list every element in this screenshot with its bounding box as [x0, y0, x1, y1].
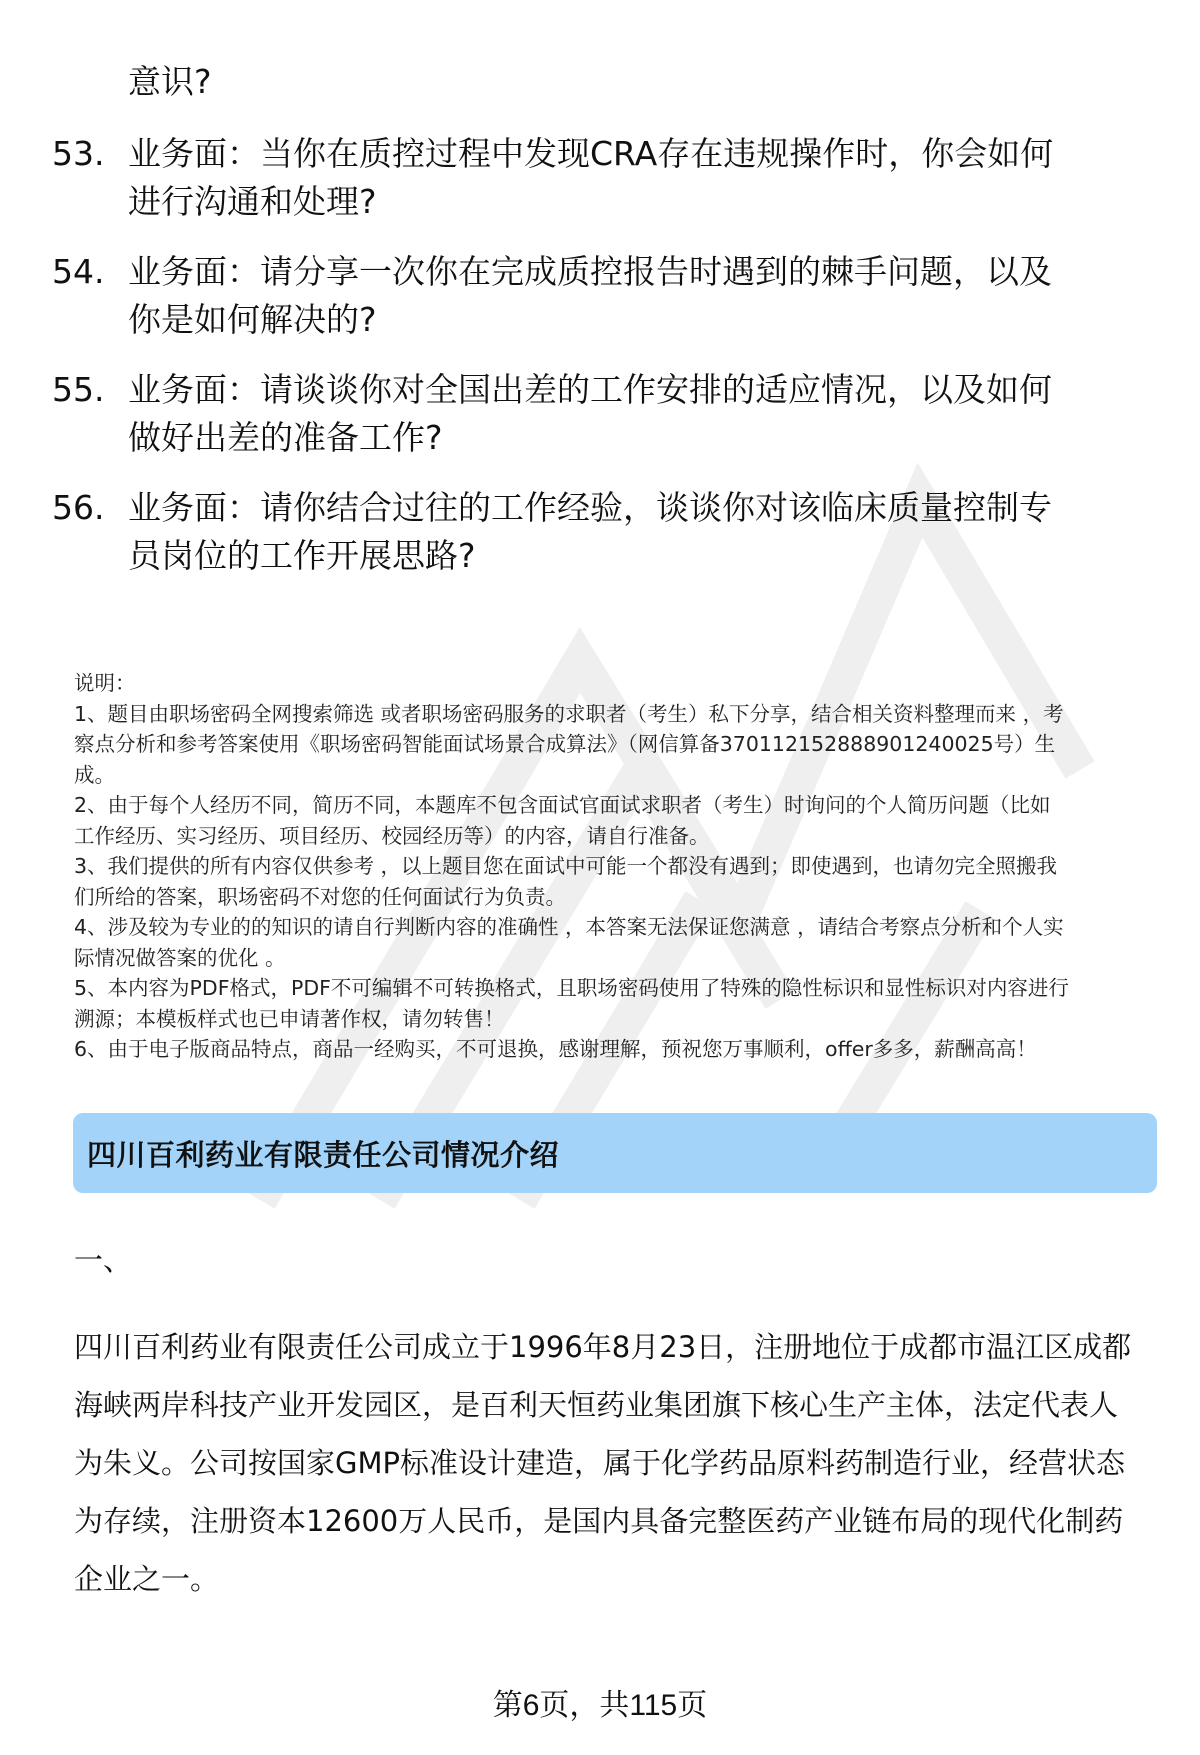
question-number: 53.: [52, 134, 105, 173]
subsection-marker: 一、: [74, 1243, 133, 1277]
notes-title: 说明：: [74, 671, 136, 695]
company-intro-paragraph: [74, 1318, 1164, 1608]
question-number: 54.: [52, 252, 105, 291]
question-item-54: [52, 248, 1142, 344]
section-header: [73, 1113, 1157, 1193]
intro-line: 四川百利药业有限责任公司成立于1996年8月23日，注册地位于成都市温江区成都: [74, 1330, 1132, 1364]
note-line: 溯源；本模板样式也已申请著作权，请勿转售！: [74, 1006, 505, 1031]
page-number-footer: 第6页，共115页: [492, 1689, 708, 1722]
note-line: 们所给的答案，职场密码不对您的任何面试行为负责。: [74, 884, 566, 909]
note-line: 2、由于每个人经历不同，简历不同，本题库不包含面试官面试求职者（考生）时询问的个人简历问题（比如: [74, 793, 1051, 817]
intro-line: 海峡两岸科技产业开发园区，是百利天恒药业集团旗下核心生产主体，法定代表人: [74, 1388, 1119, 1422]
note-line: 4、涉及较为专业的的知识的请自行判断内容的准确性 ，本答案无法保证您满意 ，请结合考察点分析和个人实: [74, 915, 1064, 939]
question-text: 业务面：请谈谈你对全国出差的工作安排的适应情况，以及如何 做好出差的准备工作?: [128, 370, 1052, 457]
section-title: 四川百利药业有限责任公司情况介绍: [87, 1137, 560, 1172]
question-text: 业务面：当你在质控过程中发现CRA存在违规操作时，你会如何 进行沟通和处理?: [128, 134, 1054, 221]
question-item-55: [52, 366, 1142, 462]
note-line: 3、我们提供的所有内容仅供参考 ，以上题目您在面试中可能一个都没有遇到；即使遇到，也请勿完全照搬我: [74, 854, 1058, 878]
disclaimer-notes: [74, 668, 1164, 1065]
note-line: 5、本内容为PDF格式，PDF不可编辑不可转换格式，且职场密码使用了特殊的隐性标识和显性标识对内容进行: [74, 976, 1069, 1000]
question-item-56: [52, 484, 1142, 580]
question-number: 56.: [52, 488, 105, 527]
intro-line: 为存续，注册资本12600万人民币，是国内具备完整医药产业链布局的现代化制药: [74, 1504, 1124, 1538]
note-line: 6、由于电子版商品特点，商品一经购买，不可退换，感谢理解，预祝您万事顺利，offer多多，薪酬高高！: [74, 1037, 1037, 1061]
note-line: 际情况做答案的优化 。: [74, 945, 286, 970]
question-number: 55.: [52, 370, 105, 409]
intro-line: 企业之一。: [74, 1562, 220, 1596]
note-line: 1、题目由职场密码全网搜索筛选 或者职场密码服务的求职者（考生）私下分享，结合相关资料整理而来 ，考: [74, 701, 1064, 726]
question-item-53: [52, 130, 1142, 226]
intro-line: 为朱义。公司按国家GMP标准设计建造，属于化学药品原料药制造行业，经营状态: [74, 1446, 1125, 1480]
question-continuation: 意识?: [128, 62, 212, 101]
question-text: 业务面：请分享一次你在完成质控报告时遇到的棘手问题，以及 你是如何解决的?: [128, 252, 1052, 339]
note-line: 成。: [74, 762, 115, 787]
note-line: 察点分析和参考答案使用《职场密码智能面试场景合成算法》（网信算备370112152888901240025号）生: [74, 732, 1056, 756]
question-text: 业务面：请你结合过往的工作经验，谈谈你对该临床质量控制专 员岗位的工作开展思路?: [128, 488, 1052, 575]
note-line: 工作经历、实习经历、项目经历、校园经历等）的内容，请自行准备。: [74, 823, 710, 848]
